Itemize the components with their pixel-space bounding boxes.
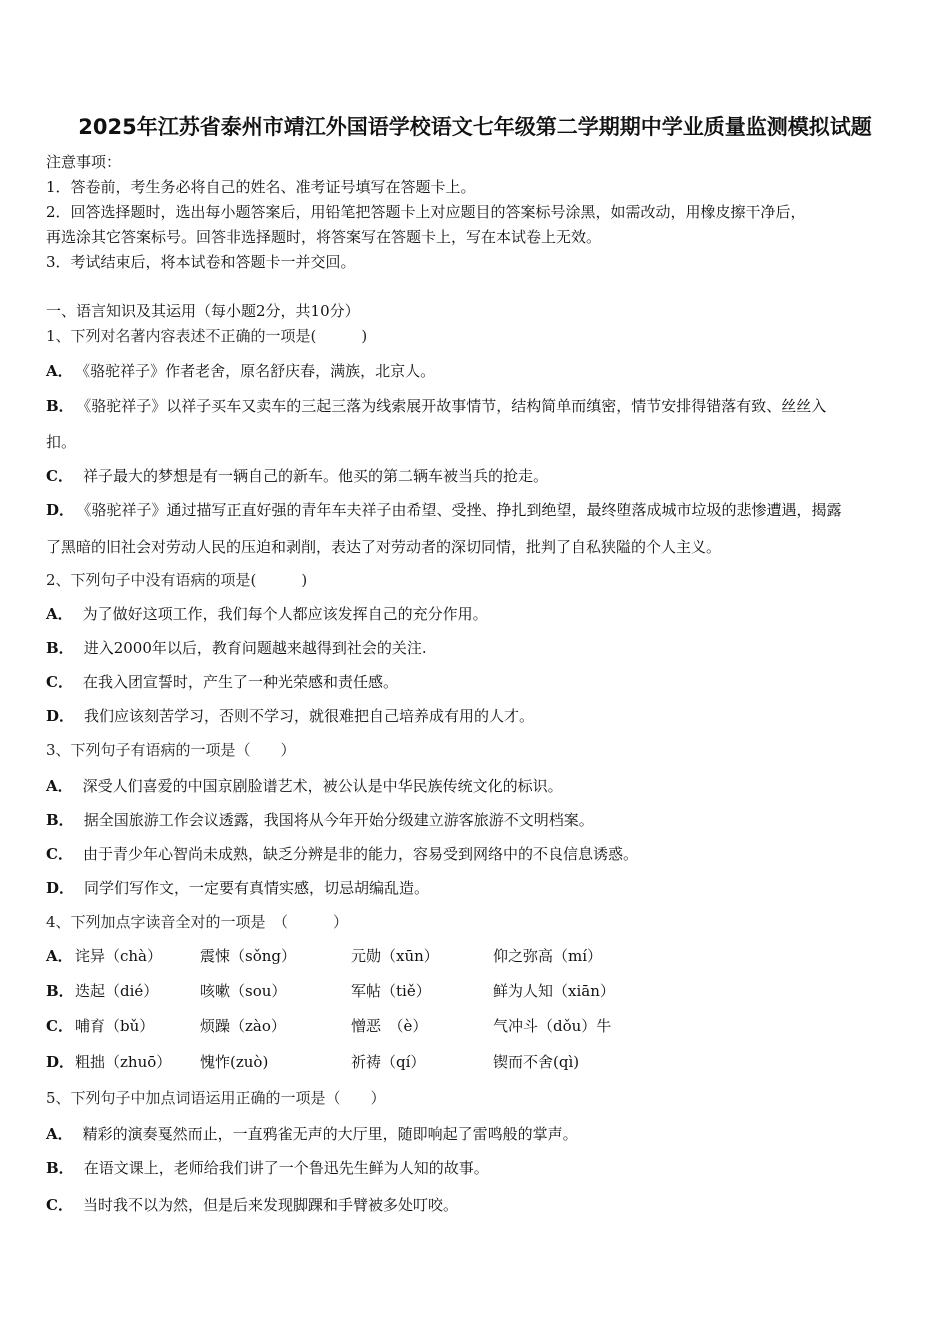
option-letter: A． xyxy=(46,362,73,380)
option-letter: C． xyxy=(46,467,73,485)
option-text: 由于青少年心智尚未成熟，缺乏分辨是非的能力，容易受到网络中的不良信息诱惑。 xyxy=(82,845,638,863)
option-d xyxy=(46,878,429,898)
option-letter: C． xyxy=(46,845,73,863)
option-text: 《骆驼祥子》作者老舍，原名舒庆春，满族，北京人。 xyxy=(82,362,436,380)
option-letter: B． xyxy=(46,639,74,657)
option-letter: B． xyxy=(46,1159,74,1177)
pinyin-cell: 迭起（dié） xyxy=(75,982,159,1000)
pinyin-cell: 仰之弥高（mí） xyxy=(493,947,603,965)
option-letter: D． xyxy=(46,501,75,519)
option-d-continued: 了黑暗的旧社会对劳动人民的压迫和剥削，表达了对劳动者的深切同情，批判了自私狭隘的个人主义。 xyxy=(46,538,722,556)
question-stem: 3、下列句子有语病的一项是（ ） xyxy=(46,741,296,759)
option-b xyxy=(46,1158,489,1178)
option-c xyxy=(46,844,638,864)
pinyin-cell: 哺育（bǔ） xyxy=(75,1017,155,1035)
notice-heading: 注意事项： xyxy=(46,153,122,171)
option-letter: B． xyxy=(46,397,74,415)
option-text: 祥子最大的梦想是有一辆自己的新车。他买的第二辆车被当兵的抢走。 xyxy=(82,467,548,485)
option-text: 据全国旅游工作会议透露，我国将从今年开始分级建立游客旅游不文明档案。 xyxy=(83,811,594,829)
section-heading: 一、语言知识及其运用（每小题2分，共10分） xyxy=(46,302,360,320)
option-text: 在语文课上，老师给我们讲了一个鲁迅先生鲜为人知的故事。 xyxy=(83,1159,489,1177)
option-letter: D． xyxy=(46,1053,75,1071)
option-letter: D． xyxy=(46,879,75,897)
option-text: 同学们写作文，一定要有真情实感，切忌胡编乱造。 xyxy=(84,879,430,897)
option-b xyxy=(46,396,826,416)
option-text: 当时我不以为然，但是后来发现脚踝和手臂被多处叮咬。 xyxy=(82,1196,458,1214)
notice-item: 1．答卷前，考生务必将自己的姓名、准考证号填写在答题卡上。 xyxy=(46,178,476,196)
pinyin-cell: 愧怍(zuò) xyxy=(200,1053,269,1071)
option-c xyxy=(46,466,548,486)
pinyin-cell: 气冲斗（dǒu）牛 xyxy=(493,1017,612,1035)
option-letter: A． xyxy=(46,777,73,795)
pinyin-cell: 粗拙（zhuō） xyxy=(75,1053,172,1071)
pinyin-cell: 军帖（tiě） xyxy=(351,982,431,1000)
option-b-continued: 扣。 xyxy=(46,433,77,451)
pinyin-cell: 震悚（sǒng） xyxy=(200,947,296,965)
option-letter: A． xyxy=(46,605,73,623)
pinyin-cell: 锲而不舍(qì) xyxy=(493,1053,580,1071)
option-c xyxy=(46,1195,458,1215)
option-text: 在我入团宣誓时，产生了一种光荣感和责任感。 xyxy=(82,673,398,691)
option-a xyxy=(46,361,435,381)
option-letter: C． xyxy=(46,1017,73,1035)
option-letter: B． xyxy=(46,811,74,829)
option-text: 深受人们喜爱的中国京剧脸谱艺术，被公认是中华民族传统文化的标识。 xyxy=(82,777,563,795)
pinyin-cell: 祈祷（qí） xyxy=(351,1053,426,1071)
notice-item: 2．回答选择题时，选出每小题答案后，用铅笔把答题卡上对应题目的答案标号涂黑，如需改动，用橡皮擦干净后， xyxy=(46,203,806,221)
option-text: 为了做好这项工作，我们每个人都应该发挥自己的充分作用。 xyxy=(82,605,488,623)
option-letter: A． xyxy=(46,947,73,965)
option-letter: D． xyxy=(46,707,75,725)
pinyin-cell: 憎恶 （è） xyxy=(351,1017,428,1035)
option-letter: A． xyxy=(46,1125,73,1143)
question-stem: 4、下列加点字读音全对的一项是 （ ） xyxy=(46,913,349,931)
option-letter: C． xyxy=(46,1196,73,1214)
pinyin-cell: 鲜为人知（xiān） xyxy=(493,982,615,1000)
option-letter: C． xyxy=(46,673,73,691)
option-b xyxy=(46,810,594,830)
option-c xyxy=(46,672,398,692)
question-stem: 1、下列对名著内容表述不正确的一项是( ) xyxy=(46,327,368,345)
pinyin-cell: 烦躁（zào） xyxy=(200,1017,286,1035)
option-a xyxy=(46,776,563,796)
notice-item: 再选涂其它答案标号。回答非选择题时，将答案写在答题卡上，写在本试卷上无效。 xyxy=(46,228,602,246)
option-letter: B． xyxy=(46,982,74,1000)
option-text: 《骆驼祥子》通过描写正直好强的青年车夫祥子由希望、受挫、挣扎到绝望，最终堕落成城市垃圾的悲惨遭遇，揭露 xyxy=(84,501,842,519)
pinyin-cell: 元勋（xūn） xyxy=(351,947,439,965)
option-text: 进入2000年以后，教育问题越来越得到社会的关注. xyxy=(83,639,427,657)
notice-item: 3．考试结束后，将本试卷和答题卡一并交回。 xyxy=(46,253,356,271)
option-a xyxy=(46,604,488,624)
question-stem: 2、下列句子中没有语病的项是( ) xyxy=(46,571,308,589)
option-text: 《骆驼祥子》以祥子买车又卖车的三起三落为线索展开故事情节，结构简单而缜密，情节安排得错落有致、丝丝入 xyxy=(83,397,827,415)
option-text: 精彩的演奏戛然而止，一直鸦雀无声的大厅里，随即响起了雷鸣般的掌声。 xyxy=(82,1125,578,1143)
option-d xyxy=(46,706,534,726)
question-stem: 5、下列句子中加点词语运用正确的一项是（ ） xyxy=(46,1089,386,1107)
pinyin-cell: 诧异（chà） xyxy=(75,947,163,965)
pinyin-cell: 咳嗽（sou） xyxy=(200,982,287,1000)
option-d xyxy=(46,500,842,520)
option-b xyxy=(46,638,427,658)
exam-title: 2025年江苏省泰州市靖江外国语学校语文七年级第二学期期中学业质量监测模拟试题 xyxy=(78,115,872,139)
option-text: 我们应该刻苦学习，否则不学习，就很难把自己培养成有用的人才。 xyxy=(84,707,535,725)
option-a xyxy=(46,1124,578,1144)
